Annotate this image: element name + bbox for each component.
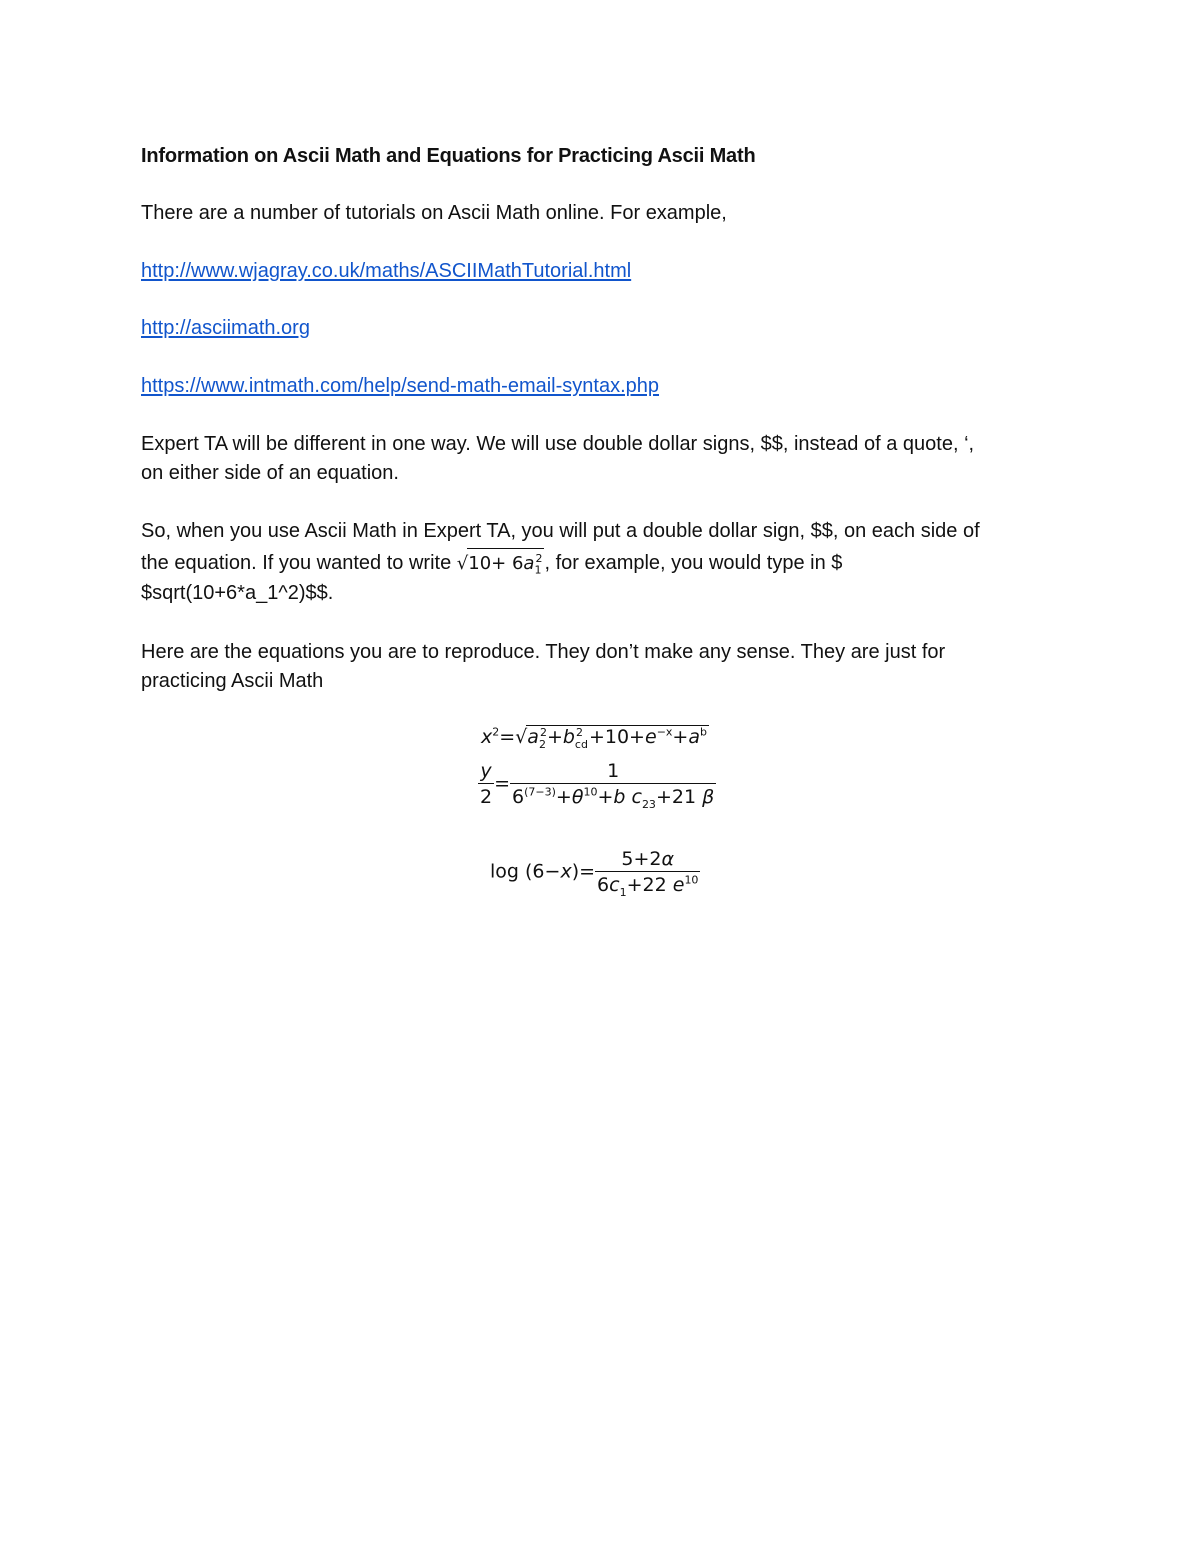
eq3-alpha: α [661, 848, 675, 870]
eq1-term-a2-sup: b [700, 725, 707, 739]
eq3-x: x [560, 860, 572, 883]
eq3-e: e [672, 874, 685, 896]
eq2-lhs-numerator: y [480, 760, 492, 782]
eq3-close: )= [571, 860, 596, 883]
equation-2 [478, 760, 716, 811]
radical-sign: √ [456, 553, 469, 574]
intro-paragraph: There are a number of tutorials on Ascii Math online. For example, [141, 202, 727, 224]
eq1-term-e: e [644, 726, 657, 748]
eq2-b: b [613, 786, 626, 808]
eq1-lhs-var: x [481, 726, 493, 748]
inline-sup: 2 [535, 552, 543, 565]
eq2-theta-sup: 10 [583, 785, 598, 799]
eq2-den-base: 6 [512, 786, 525, 808]
eq2-rhs-numerator: 1 [607, 760, 620, 782]
equation-3 [490, 848, 700, 899]
eq3-arg: (6− [525, 860, 561, 883]
eq1-plus-2: + [672, 726, 689, 748]
eq2-den-tail: +21 [655, 786, 697, 808]
eq1-term-e-sup: −x [656, 725, 673, 739]
page-title: Information on Ascii Math and Equations for Practicing Ascii Math [141, 145, 756, 167]
eq2-rhs-denominator [510, 783, 716, 811]
eq3-c: c [609, 874, 620, 896]
eq2-equals: = [494, 772, 511, 795]
eq3-denominator [595, 871, 700, 899]
eq3-fraction [595, 848, 700, 899]
here-paragraph-line-1: Here are the equations you are to reproduce. They don’t make any sense. They are just for [141, 641, 946, 663]
eq1-term-a-sup: 2 [539, 725, 547, 739]
eq1-term-a2: a [688, 726, 700, 748]
eq3-num-text: 5+2 [621, 848, 662, 870]
so-paragraph-line-2 [141, 548, 842, 578]
eq2-den-sup: (7−3) [524, 785, 556, 799]
eq1-term-b-sub: cd [574, 737, 588, 751]
eq3-den-b: +22 [626, 874, 667, 896]
eq1-radical-sign: √ [515, 726, 528, 748]
eq1-radicand [526, 725, 709, 751]
so-paragraph-line-1: So, when you use Ascii Math in Expert TA, you will put a double dollar sign, $$, on each side of [141, 520, 980, 542]
eq3-e-sup: 10 [684, 873, 699, 887]
eq2-den-plus-2: + [597, 786, 614, 808]
eq2-rhs-fraction [510, 760, 716, 811]
eq2-c: c [631, 786, 642, 808]
eq1-plus-1: + [546, 726, 563, 748]
so-line-2-pre: the equation. If you wanted to write [141, 552, 457, 574]
eq2-lhs-denominator: 2 [478, 783, 494, 808]
eq1-equals: = [499, 726, 516, 748]
eq3-c-sub: 1 [619, 885, 627, 899]
eq2-beta: β [702, 786, 715, 808]
eq1-plus-10: +10+ [588, 726, 645, 748]
eq1-term-b: b [562, 726, 575, 748]
eq1-term-a-sub: 2 [538, 737, 546, 751]
tutorial-link-intmath[interactable]: https://www.intmath.com/help/send-math-email-syntax.php [141, 375, 659, 397]
inline-radicand-a: 10+ 6 [468, 553, 524, 574]
inline-sqrt-example [456, 552, 545, 577]
eq3-log: log [490, 860, 519, 883]
tutorial-link-wjagray[interactable]: http://www.wjagray.co.uk/maths/ASCIIMathTutorial.html [141, 260, 632, 282]
expert-paragraph-line-1: Expert TA will be different in one way. We will use double dollar signs, $$, instead of a quote, ‘, [141, 433, 975, 455]
here-paragraph-line-2: practicing Ascii Math [141, 670, 324, 692]
inline-var: a [523, 553, 535, 574]
eq3-numerator [595, 848, 700, 871]
inline-sub: 1 [534, 563, 542, 577]
so-paragraph-line-3: $sqrt(10+6*a_1^2)$$. [141, 582, 334, 604]
eq2-theta: θ [571, 786, 584, 808]
eq1-term-a: a [527, 726, 539, 748]
tutorial-link-asciimath[interactable]: http://asciimath.org [141, 317, 310, 339]
eq2-den-plus-1: + [555, 786, 572, 808]
eq2-c-sub: 23 [641, 797, 656, 811]
eq1-term-b-sup: 2 [575, 725, 583, 739]
eq2-lhs-fraction [478, 760, 494, 808]
expert-paragraph-line-2: on either side of an equation. [141, 462, 399, 484]
equation-1 [481, 725, 709, 751]
eq1-lhs-sup: 2 [492, 725, 500, 739]
so-line-2-post: , for example, you would type in $ [544, 552, 843, 574]
eq3-den-a: 6 [597, 874, 610, 896]
